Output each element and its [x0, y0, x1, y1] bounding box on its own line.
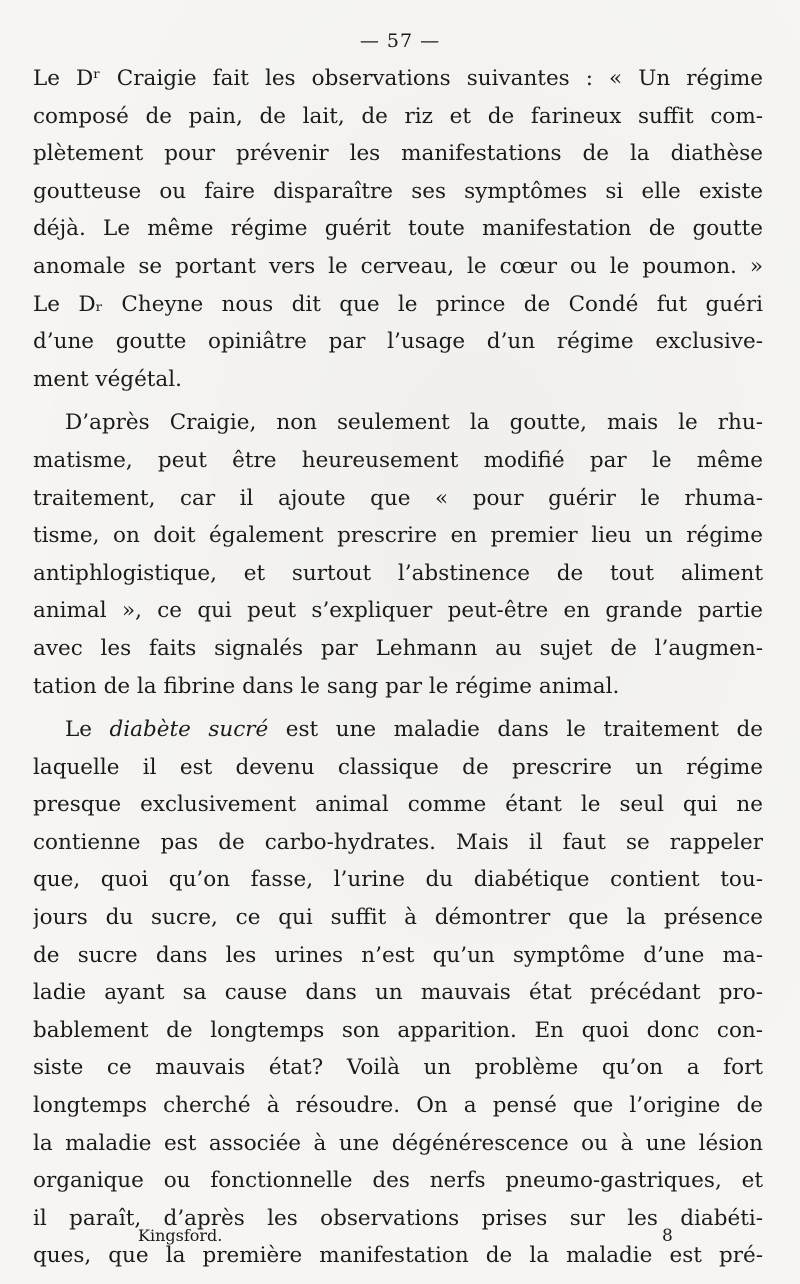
text-line: D’après Craigie, non seulement la goutte, mais le rhu- [65, 410, 763, 436]
text-line: tation de la fibrine dans le sang par le régime animal. [33, 673, 620, 699]
text-line: de sucre dans les urines n’est qu’un symptôme d’une ma- [33, 942, 763, 968]
text-line: goutteuse ou faire disparaître ses symptômes si elle existe [33, 178, 763, 204]
text-line: organique ou fonctionnelle des nerfs pneumo-gastriques, et [33, 1168, 763, 1194]
text-line: traitement, car il ajoute que « pour guérir le rhuma- [33, 485, 763, 511]
page-number: — 57 — [359, 30, 441, 52]
text-line: jours du sucre, ce qui suffit à démontrer que la présence [33, 905, 763, 931]
text-line: laquelle il est devenu classique de prescrire un régime [33, 754, 763, 780]
text-line: d’une goutte opiniâtre par l’usage d’un régime exclusive- [33, 329, 763, 355]
footer-signature-mark: 8 [662, 1226, 673, 1246]
text-line: ladie ayant sa cause dans un mauvais état précédant pro- [33, 980, 763, 1006]
italic-term: diabète sucré [109, 717, 269, 743]
footer-author: Kingsford. [138, 1226, 223, 1245]
text-line: contienne pas de carbo-hydrates. Mais il faut se rappeler [33, 829, 763, 855]
text-line: longtemps cherché à résoudre. On a pensé que l’origine de [33, 1093, 763, 1119]
text-line: Le diabète sucré est une maladie dans le traitement de [65, 717, 763, 743]
text-line: tisme, on doit également prescrire en premier lieu un régime [33, 523, 763, 549]
text-line: ment végétal. [33, 366, 182, 392]
body-text [33, 60, 763, 1275]
text-line: siste ce mauvais état? Voilà un problème qu’on a fort [33, 1055, 763, 1081]
text-line: antiphlogistique, et surtout l’abstinence de tout aliment [33, 560, 763, 586]
text-line: matisme, peut être heureusement modifié par le même [33, 447, 763, 473]
text-line: composé de pain, de lait, de riz et de farineux suffit com- [33, 103, 763, 129]
text-line: Le Dʳ Craigie fait les observations suivantes : « Un régime [33, 66, 763, 91]
text-line: déjà. Le même régime guérit toute manifestation de goutte [33, 216, 763, 242]
text-line: Le Dᵣ Cheyne nous dit que le prince de Condé fut guéri [33, 291, 763, 317]
text-line: anomale se portant vers le cerveau, le cœur ou le poumon. » [33, 253, 763, 279]
text-line: animal », ce qui peut s’expliquer peut-être en grande partie [33, 598, 763, 624]
text-line: la maladie est associée à une dégénérescence ou à une lésion [33, 1130, 763, 1156]
text-line: que, quoi qu’on fasse, l’urine du diabétique contient tou- [33, 867, 763, 893]
text-line: plètement pour prévenir les manifestations de la diathèse [33, 141, 763, 167]
text-line: ques, que la première manifestation de la maladie est pré- [33, 1243, 763, 1269]
text-line: bablement de longtemps son apparition. En quoi donc con- [33, 1017, 763, 1043]
text-line: il paraît, d’après les observations prises sur les diabéti- [33, 1205, 763, 1231]
text-line: avec les faits signalés par Lehmann au sujet de l’augmen- [33, 635, 763, 661]
text-line: presque exclusivement animal comme étant le seul qui ne [33, 792, 763, 818]
